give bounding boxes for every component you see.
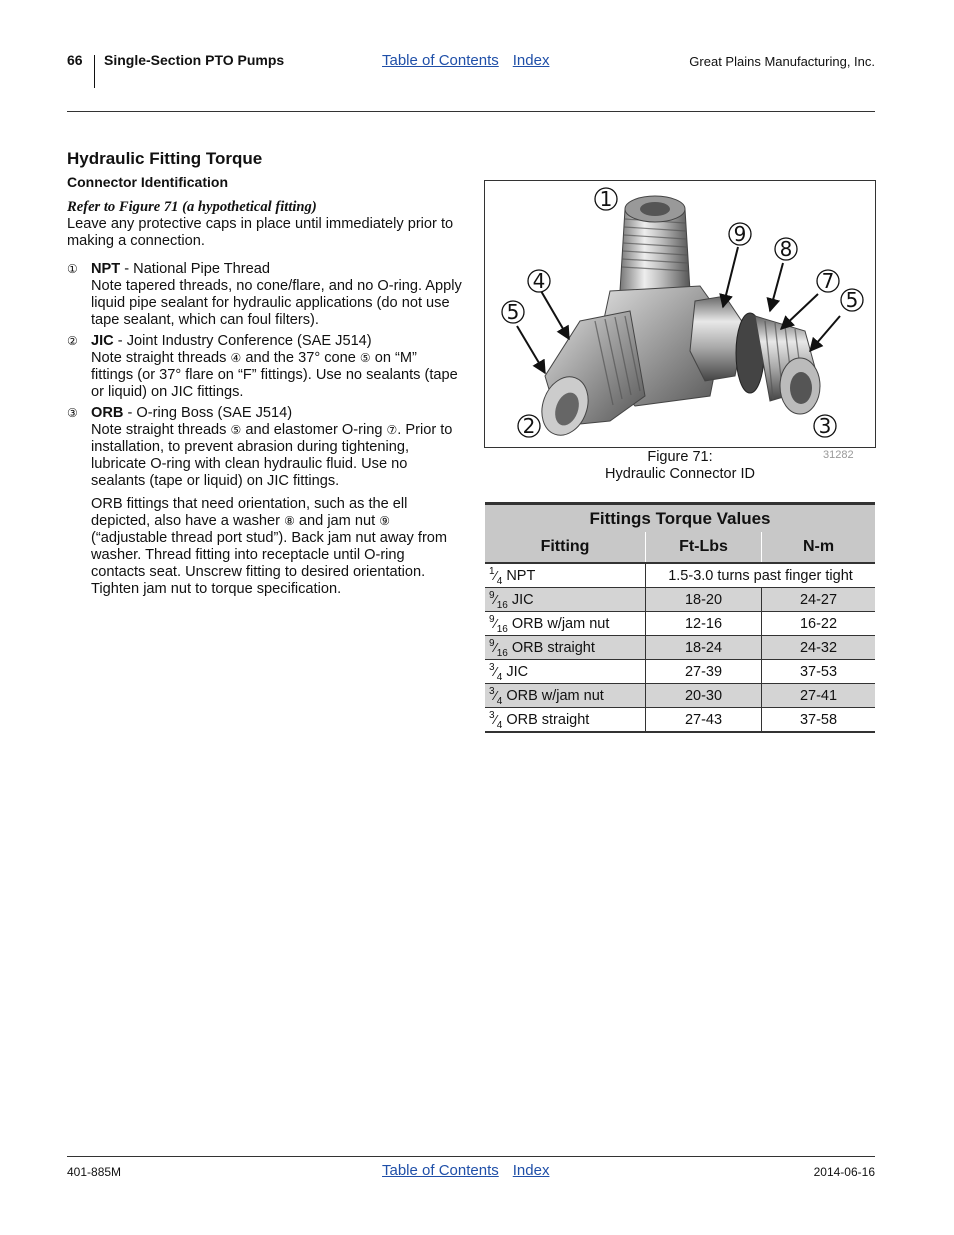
fitting-cell: $^3⁄_4$ JIC — [485, 660, 646, 684]
item-detail: and the 37° cone — [241, 350, 360, 366]
col-header-ftlbs: Ft-Lbs — [646, 532, 762, 563]
torque-span-cell: 1.5-3.0 turns past finger tight — [646, 563, 876, 588]
svg-text:8: 8 — [779, 237, 793, 261]
table-row — [485, 708, 875, 733]
svg-text:7: 7 — [821, 269, 835, 293]
item-detail: and elastomer O-ring — [241, 422, 387, 438]
svg-text:3: 3 — [818, 414, 832, 438]
svg-text:9: 9 — [733, 222, 747, 246]
body-text — [67, 199, 462, 598]
company-name: Great Plains Manufacturing, Inc. — [689, 54, 875, 69]
figure-71 — [484, 180, 876, 448]
svg-text:4: 4 — [532, 269, 546, 293]
table-title: Fittings Torque Values — [485, 504, 875, 533]
callout-ref: ⑨ — [379, 514, 390, 528]
ftlbs-cell: 20-30 — [646, 684, 762, 708]
item-desc: - Joint Industry Conference (SAE J514) — [113, 333, 372, 349]
subheading: Connector Identification — [67, 174, 228, 190]
svg-text:1: 1 — [599, 187, 613, 211]
header-rule — [67, 111, 875, 112]
list-item-jic — [67, 333, 462, 401]
table-row — [485, 612, 875, 636]
callout-9 — [729, 222, 751, 246]
caption-line-2: Hydraulic Connector ID — [605, 466, 755, 482]
callout-ref: ④ — [230, 351, 242, 365]
footer-toc-link[interactable]: Table of Contents — [382, 1162, 499, 1179]
list-item-npt — [67, 261, 462, 329]
callout-5-right — [841, 288, 863, 312]
svg-text:5: 5 — [506, 300, 520, 324]
callout-ref: ⑧ — [284, 514, 295, 528]
table-row — [485, 588, 875, 612]
figure-image-id: 31282 — [823, 449, 854, 461]
orb-paragraph — [67, 496, 462, 598]
item-detail: on “M” fittings (or 37° flare on “F” fittings). Use no sealants (tape or liquid) on JIC fittings. — [91, 350, 458, 400]
item-number: ③ — [67, 406, 78, 420]
nm-cell: 37-53 — [762, 660, 876, 684]
item-detail: Note straight threads — [91, 422, 231, 438]
col-header-nm: N-m — [762, 532, 876, 563]
caption-line-1: Figure 71: — [647, 449, 713, 465]
fitting-cell: $^1⁄_4$ NPT — [485, 563, 646, 588]
footer-rule — [67, 1156, 875, 1157]
figure-caption — [484, 449, 876, 483]
orb-text: and jam nut — [294, 513, 380, 529]
item-detail: Note straight threads — [91, 350, 231, 366]
callout-2 — [518, 414, 540, 438]
item-number: ① — [67, 262, 78, 276]
item-detail: . Prior to installation, to prevent abrasion during tightening, lubricate O-ring with clean hydraulic fluid. Use no sealants (tape or liquid) on JIC fittings. — [91, 422, 453, 489]
ftlbs-cell: 18-24 — [646, 636, 762, 660]
page-number: 66 — [67, 52, 83, 68]
header-links — [382, 52, 549, 69]
table-row — [485, 660, 875, 684]
intro-text: Leave any protective caps in place until immediately prior to making a connection. — [67, 216, 454, 249]
callout-8 — [775, 237, 797, 261]
fitting-cell: $^9⁄_{16}$ ORB w/jam nut — [485, 612, 646, 636]
header-index-link[interactable]: Index — [512, 52, 550, 69]
hydraulic-fitting-illustration — [485, 181, 875, 447]
item-name: JIC — [91, 333, 114, 349]
fitting-cell: $^9⁄_{16}$ JIC — [485, 588, 646, 612]
item-name: ORB — [91, 405, 124, 421]
col-header-fitting: Fitting — [485, 532, 646, 563]
nm-cell: 37-58 — [762, 708, 876, 733]
doc-number: 401-885M — [67, 1165, 122, 1179]
nm-cell: 16-22 — [762, 612, 876, 636]
section-title: Single-Section PTO Pumps — [104, 52, 285, 68]
header-toc-link[interactable]: Table of Contents — [382, 52, 499, 69]
callout-ref: ⑤ — [359, 351, 371, 365]
footer-links — [382, 1162, 549, 1179]
svg-text:2: 2 — [522, 414, 536, 438]
item-name: NPT — [91, 261, 121, 277]
callout-1 — [595, 187, 617, 211]
jic-fitting — [534, 311, 645, 442]
header-divider — [94, 55, 95, 88]
ftlbs-cell: 12-16 — [646, 612, 762, 636]
orb-fitting — [755, 316, 820, 414]
torque-table — [485, 502, 875, 733]
callout-ref: ⑦ — [386, 423, 398, 437]
item-desc: - O-ring Boss (SAE J514) — [123, 405, 293, 421]
ftlbs-cell: 27-43 — [646, 708, 762, 733]
footer-date: 2014-06-16 — [813, 1165, 875, 1179]
callout-5-left — [502, 300, 524, 324]
orb-text: (“adjustable thread port stud”). Back jam nut away from washer. Thread fitting into receptacle until O-ring contacts seat. Unscrew fitting to desired orientation. Tighten jam nut to torque specification. — [91, 530, 448, 597]
nm-cell: 24-32 — [762, 636, 876, 660]
item-number: ② — [67, 334, 78, 348]
nm-cell: 27-41 — [762, 684, 876, 708]
section-heading: Hydraulic Fitting Torque — [67, 149, 263, 168]
refer-line: Refer to Figure 71 (a hypothetical fitting) — [67, 199, 317, 215]
table-row — [485, 563, 875, 588]
fitting-cell: $^3⁄_4$ ORB w/jam nut — [485, 684, 646, 708]
nm-cell: 24-27 — [762, 588, 876, 612]
item-desc: - National Pipe Thread — [120, 261, 270, 277]
callout-ref: ⑤ — [230, 423, 242, 437]
table-row — [485, 636, 875, 660]
list-item-orb — [67, 405, 462, 490]
orb-text: ORB fittings that need orientation, such as the ell depicted, also have a washer — [91, 496, 408, 529]
callout-7 — [817, 269, 839, 293]
ftlbs-cell: 18-20 — [646, 588, 762, 612]
fitting-cell: $^9⁄_{16}$ ORB straight — [485, 636, 646, 660]
fitting-cell: $^3⁄_4$ ORB straight — [485, 708, 646, 733]
npt-thread-body — [620, 196, 690, 291]
callout-3 — [814, 414, 836, 438]
ftlbs-cell: 27-39 — [646, 660, 762, 684]
callout-4 — [528, 269, 550, 293]
footer-index-link[interactable]: Index — [512, 1162, 550, 1179]
svg-text:5: 5 — [845, 288, 859, 312]
table-row — [485, 684, 875, 708]
item-detail: Note tapered threads, no cone/flare, and no O-ring. Apply liquid pipe sealant for hydraulic applications (do not use tape sealant, which can foul filters). — [91, 278, 462, 328]
